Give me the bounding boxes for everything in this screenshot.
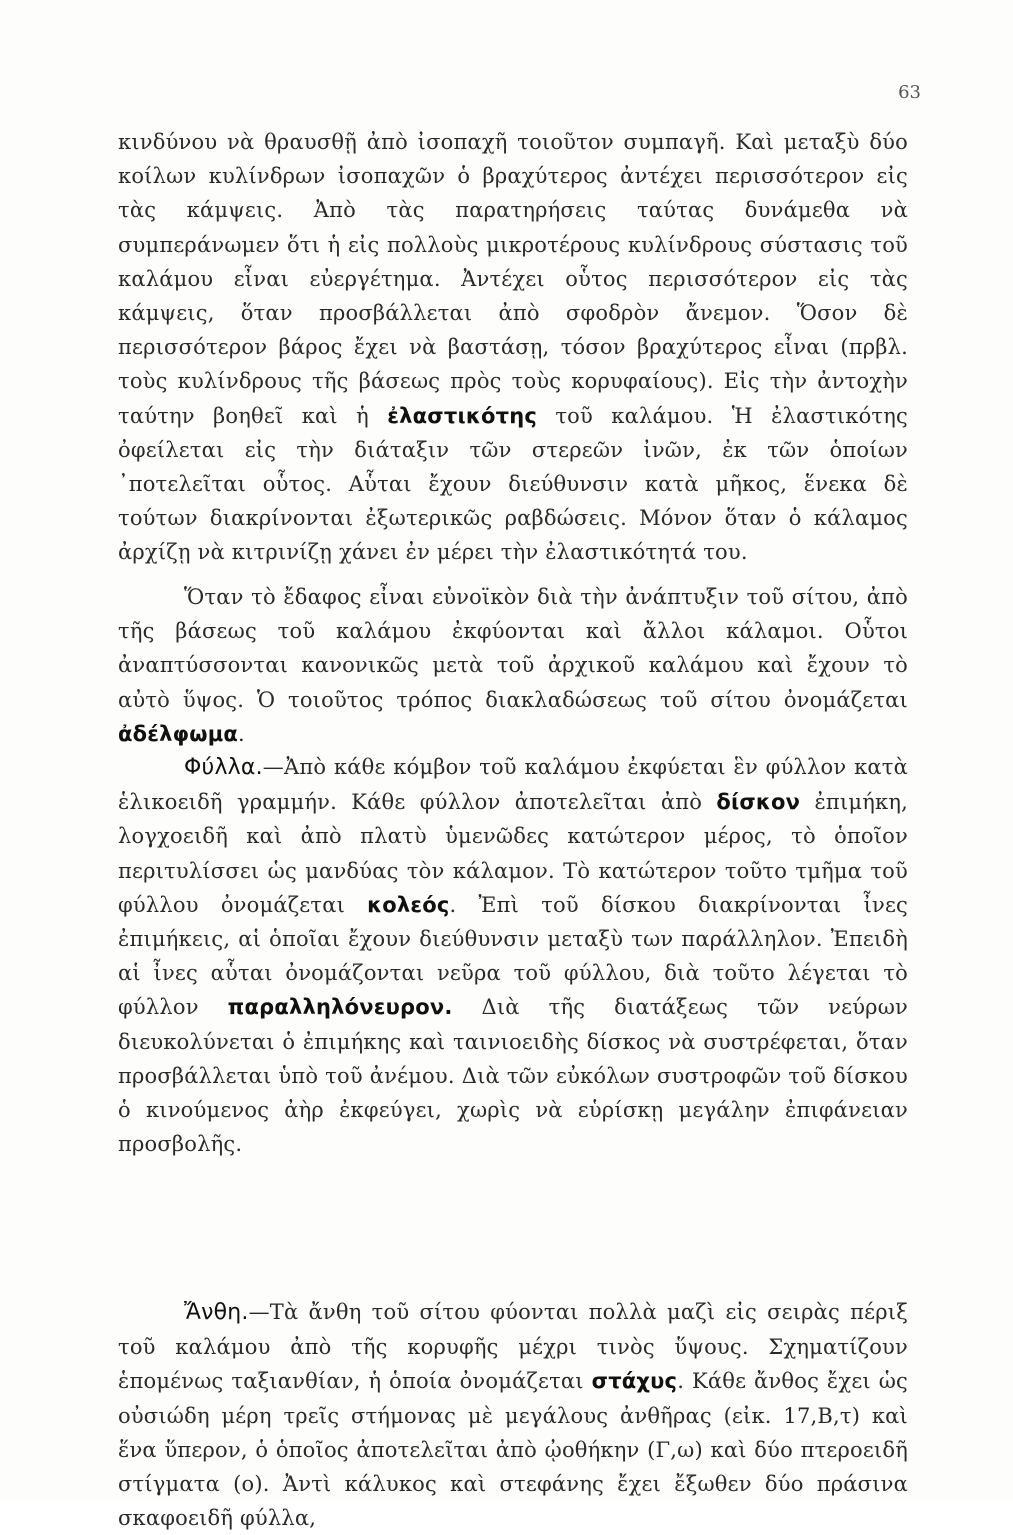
term-elasticity: ἐλαστικότης [387,403,537,428]
paragraph-text [118,125,908,570]
text-run: . Κάθε ἄνθος ἔχει ὡς οὐσιώδη μέρη τρεῖς στήμονας μὲ μεγάλους ἀνθῆρας (εἰκ. 17,Β,τ) καὶ ἕνα ὕπερον, ὁ ὁποῖος ἀποτελεῖται ἀπὸ ᾠοθήκην (Γ,ω) καὶ δύο πτεροειδῆ στίγματα (ο). Ἀντὶ κάλυκος καὶ στεφάνης ἔχει ἔξωθεν δύο πράσινα σκαφοειδῆ φύλλα, [118,1369,909,1531]
paragraph-tillering [118,580,908,751]
term-tillering: ἀδέλφωμα [118,721,238,746]
paragraph-text [118,580,908,751]
term-sheath: κολεός [367,892,450,917]
term-spike: στάχυς [591,1369,678,1394]
section-leaves [118,750,908,1161]
text-run: . [238,721,245,746]
text-run: κινδύνου νὰ θραυσθῇ ἀπὸ ἰσοπαχῆ τοιοῦτον συμπαγῆ. Καὶ μεταξὺ δύο κοίλων κυλίνδρων ἰσοπαχῶν ὁ βραχύτερος ἀντέχει περισσότερον εἰς τὰς κάμψεις. Ἀπὸ τὰς παρατηρήσεις ταύτας δυνάμεθα νὰ συμπεράνωμεν ὅτι ἡ εἰς πολλοὺς μικροτέρους κυλίνδρους σύστασις τοῦ καλάμου εἶναι εὐεργέτημα. Ἀντέχει οὗτος περισσότερον εἰς τὰς κάμψεις, ὅταν προσβάλλεται ἀπὸ σφοδρὸν ἄνεμον. Ὅσον δὲ περισσότερον βάρος ἔχει νὰ βαστάσῃ, τόσον βραχύτερος εἶναι (πρβλ. τοὺς κυλίνδρους τῆς βάσεως πρὸς τοὺς κορυφαίους). Εἰς τὴν ἀντοχὴν ταύτην βοηθεῖ καὶ ἡ [118,130,908,428]
text-run: Διὰ τῆς διατάξεως τῶν νεύρων διευκολύνεται ὁ ἐπιμήκης καὶ ταινιοειδὴς δίσκος νὰ συστρέφεται, ὅταν προσβάλλεται ὑπὸ τοῦ ἀνέμου. Διὰ τῶν εὐκόλων συστροφῶν τοῦ δίσκου ὁ κινούμενος ἀὴρ ἐκφεύγει, χωρὶς νὰ εὑρίσκῃ μεγάλην ἐπιφάνειαν προσβολῆς. [118,995,909,1157]
section-heading-leaves: Φύλλα. [184,755,263,780]
text-run: —Ἀπὸ κάθε κόμβον τοῦ καλάμου ἐκφύεται ἓν φύλλον κατὰ ἑλικοειδῆ γραμμήν. Κάθε φύλλον ἀποτελεῖται ἀπὸ [118,755,908,815]
text-run: τοῦ καλάμου. Ἡ ἐλαστικότης ὀφείλεται εἰς τὴν διάταξιν τῶν στερεῶν ἰνῶν, ἐκ τῶν ὁποίων ᾽ποτελεῖται οὗτος. Αὗται ἔχουν διεύθυνσιν κατὰ μῆκος, ἕνεκα δὲ τούτων διακρίνονται ἐξωτερικῶς ραβδώσεις. Μόνον ὅταν ὁ κάλαμος ἀρχίζῃ νὰ κιτρινίζῃ χάνει ἐν μέρει τὴν ἐλαστικότητά του. [118,403,908,565]
text-run: . Ἐπὶ τοῦ δίσκου διακρίνονται ἶνες ἐπιμήκεις, αἱ ὁποῖαι ἔχουν διεύθυνσιν μεταξὺ των παράλληλον. Ἐπειδὴ αἱ ἶνες αὗται ὀνομάζονται νεῦρα τοῦ φύλλου, διὰ τοῦτο λέγεται τὸ φύλλον [118,892,909,1020]
text-run: Ὅταν τὸ ἔδαφος εἶναι εὐνοϊκὸν διὰ τὴν ἀνάπτυξιν τοῦ σίτου, ἀπὸ τῆς βάσεως τοῦ καλάμου ἐκφύονται καὶ ἄλλοι κάλαμοι. Οὗτοι ἀναπτύσσονται κανονικῶς μετὰ τοῦ ἀρχικοῦ καλάμου καὶ ἔχουν τὸ αὐτὸ ὕψος. Ὁ τοιοῦτος τρόπος διακλαδώσεως τοῦ σίτου ὀνομάζεται [118,585,908,712]
section-heading-flowers: Ἄνθη. [184,1300,249,1325]
term-parallel-veined: παραλληλόνευρον. [227,995,453,1020]
term-disc: δίσκον [716,790,801,815]
paragraph-stem-elasticity [118,125,908,570]
text-run: —Τὰ ἄνθη τοῦ σίτου φύονται πολλὰ μαζὶ εἰς σειρὰς πέριξ τοῦ καλάμου ἀπὸ τῆς κορυφῆς μέχρι τινὸς ὕψους. Σχηματίζουν ἑπομένως ταξιανθίαν, ἡ ὁποία ὀνομάζεται [118,1300,908,1394]
section-flowers [118,1295,908,1535]
page-number: 63 [898,82,921,103]
paragraph-text [118,1295,908,1535]
paragraph-text [118,750,908,1161]
text-run: ἐπιμήκη, λογχοειδῆ καὶ ἀπὸ πλατὺ ὑμενῶδες κατώτερον μέρος, τὸ ὁποῖον περιτυλίσσει ὡς μανδύας τὸν κάλαμον. Τὸ κατώτερον τοῦτο τμῆμα τοῦ φύλλου ὀνομάζεται [118,790,908,917]
